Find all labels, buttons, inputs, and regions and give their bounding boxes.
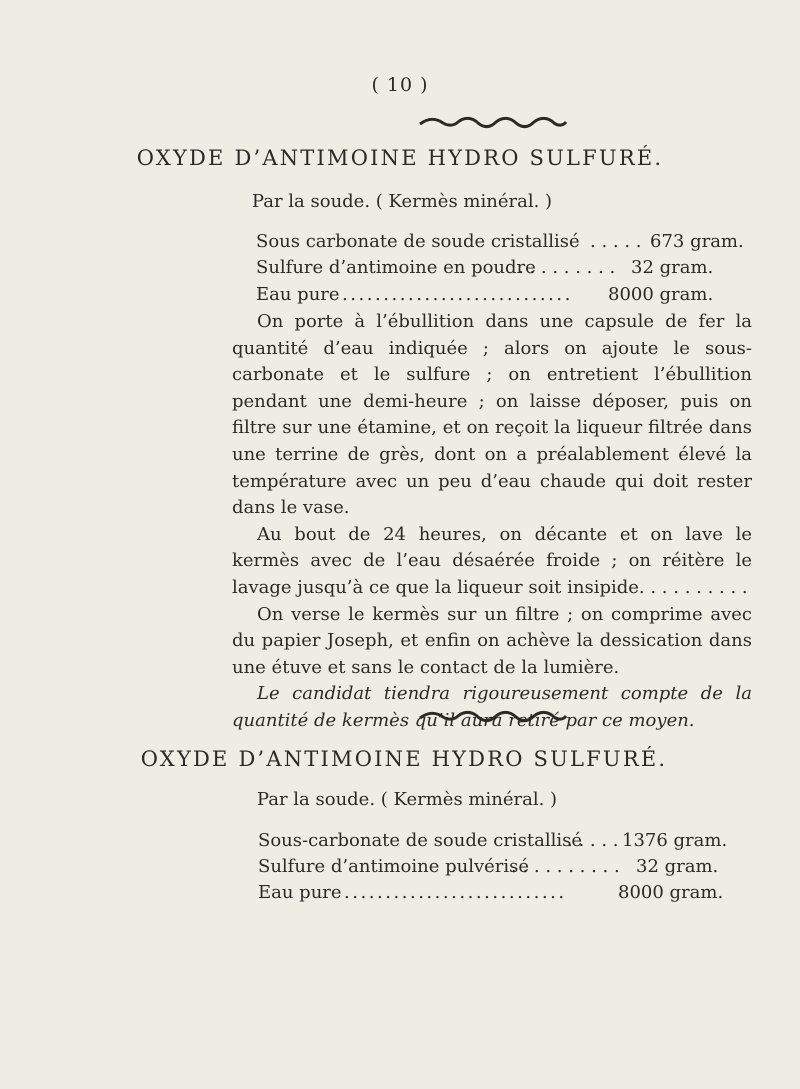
paragraph: On verse le kermès sur un filtre ; on comprime avec du papier Joseph, et enfin on achève la dessication dans une étuve et sans le contact de la lumière. — [232, 603, 752, 678]
ingredient-quantity: 1376 gram. — [622, 830, 728, 851]
section-title: OXYDE D’ANTIMOINE HYDRO SULFURÉ. — [136, 146, 664, 170]
ingredient-quantity: 8000 gram. — [618, 882, 724, 903]
ingredient-name: Sous-carbonate de soude cristallisé — [258, 830, 583, 851]
section-title: OXYDE D’ANTIMOINE HYDRO SULFURÉ. — [140, 747, 668, 771]
paragraph: Au bout de 24 heures, on décante et on lave le kermès avec de l’eau désaérée froide ; on réitère le lavage jusqu’à ce que la liqueur soit insipide. . . . . . . . . . — [232, 523, 752, 598]
ingredient-row — [256, 283, 726, 307]
ingredient-quantity: 673 gram. — [650, 231, 744, 252]
ingredient-name: Sulfure d’antimoine en poudre — [256, 257, 536, 278]
ingredient-name: Sous carbonate de soude cristallisé — [256, 231, 580, 252]
ornament-divider — [0, 116, 800, 132]
page-number: ( 10 ) — [371, 74, 429, 96]
leader-dots: . . . . . . . . . . — [511, 856, 620, 877]
ingredient-row — [256, 230, 744, 254]
ornament-divider — [0, 710, 800, 726]
section-subtitle: Par la soude. ( Kermès minéral. ) — [251, 191, 553, 212]
ingredient-name: Eau pure — [256, 284, 340, 305]
italic-note: Le candidat tiendra rigoureusement compte de la quantité de kermès qu’il aura retiré par ce moyen. — [232, 683, 752, 731]
paragraph: On porte à l’ébullition dans une capsule de fer la quantité d’eau indiquée ; alors on ajoute le sous-carbonate et le sulfure ; on entretient l’ébullition pendant une demi-heure ; on laisse déposer, puis on filtre sur une étamine, et on reçoit la liqueur filtrée dans une terrine de grès, dont on a préalablement élevé la température avec un peu d’eau chaude qui doit rester dans le vase. — [232, 311, 752, 519]
leader-dots: . . . . . . . . . . . . . . . . . . . . . . . . . . . . — [342, 284, 569, 305]
ingredient-row — [258, 829, 728, 853]
section-subtitle: Par la soude. ( Kermès minéral. ) — [256, 789, 558, 810]
leader-dots: . . . . . . . . . — [518, 257, 616, 278]
leader-dots: . . . . . . . . . . . . . . . . . . . . . . . . . . . — [344, 882, 563, 903]
ingredient-row — [258, 881, 728, 905]
ingredient-name: Sulfure d’antimoine pulvérisé — [258, 856, 530, 877]
ingredient-quantity: 8000 gram. — [608, 284, 714, 305]
leader-dots: . . . . . — [590, 231, 642, 252]
ingredient-quantity: 32 gram. — [631, 257, 714, 278]
instructions-text — [232, 309, 752, 735]
ingredient-quantity: 32 gram. — [636, 856, 719, 877]
ingredient-name: Eau pure — [258, 882, 342, 903]
leader-dots: . . . . . — [567, 830, 619, 851]
ingredient-row — [258, 855, 728, 879]
ingredient-row — [256, 256, 726, 280]
